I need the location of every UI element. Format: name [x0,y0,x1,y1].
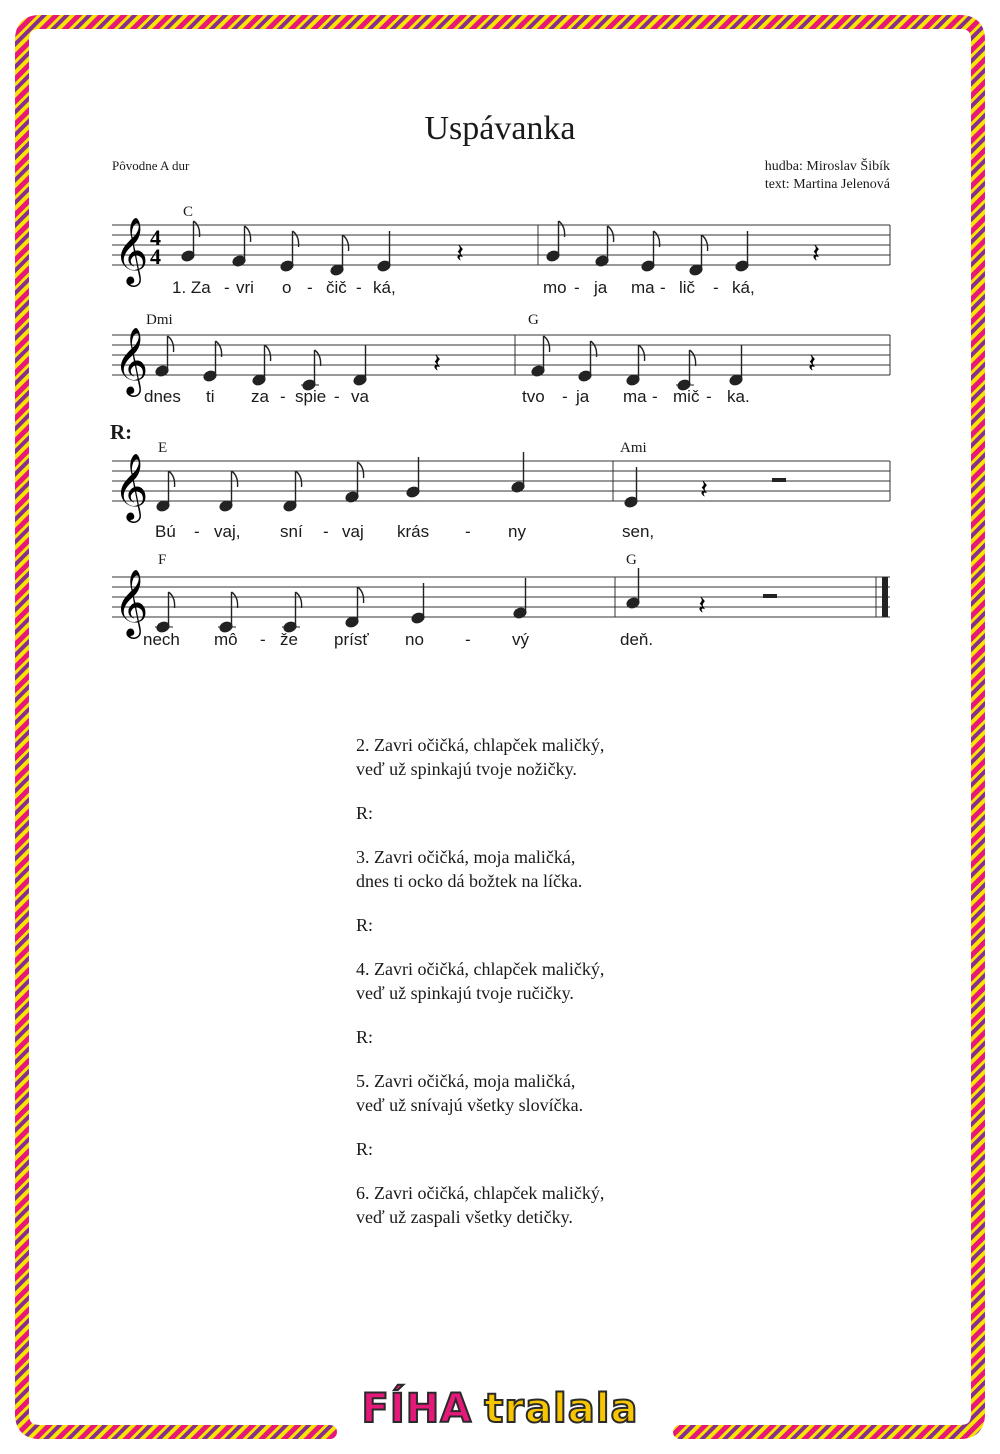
verses [356,733,604,1229]
lyric-syllable: tvo [522,387,545,406]
quarter-rest-icon: 𝄽 [812,239,820,269]
lyric-syllable: že [280,630,298,649]
lyric-syllable: ká, [732,278,755,297]
staff-system-3 [0,436,1000,546]
lyric-syllable: ti [206,387,215,406]
lyric-syllable: ka. [727,387,750,406]
staff-system-4 [0,552,1000,662]
lyric-syllable: - [260,630,266,649]
lyric-syllable: - [194,522,200,541]
lyric-syllable: za [251,387,269,406]
lyric-syllable: prísť [334,630,369,649]
treble-clef-icon: 𝄞 [114,568,149,636]
refrain-marker: R: [356,1027,374,1047]
verse-line: dnes ti ocko dá božtek na líčka. [356,871,583,891]
text-credit: text: Martina Jelenová [764,177,890,192]
chord-label: Dmi [146,312,173,328]
staff-system-2 [0,310,1000,420]
lyric-syllable: spie [295,387,327,406]
lyric-syllable: - [323,522,329,541]
lyric-syllable: - [706,387,712,406]
lyric-syllable: vaj [342,522,364,541]
lyric-syllable: - [465,522,471,541]
verse-line: 6. Zavri očičká, chlapček maličký, [356,1183,605,1203]
lyric-syllable: mô [214,630,238,649]
lyric-syllable: - [574,278,580,297]
verse-3 [356,845,604,893]
lyric-syllable: - [280,387,286,406]
chord-label: F [158,552,167,568]
lyric-syllable: ká, [373,278,396,297]
verse-line: veď už spinkajú tvoje nožičky. [356,759,577,779]
verse-line: 5. Zavri očičká, moja maličká, [356,1071,576,1091]
quarter-rest-icon: 𝄽 [700,475,708,505]
lyric-syllable: vý [512,630,529,649]
lyric-syllable: sen, [622,522,655,541]
lyric-syllable: - [660,278,666,297]
quarter-rest-icon: 𝄽 [698,591,706,621]
song-title: Uspávanka [424,110,576,147]
verse-line: veď už snívajú všetky slovíčka. [356,1095,584,1115]
original-key-note: Pôvodne A dur [112,158,190,173]
lyric-syllable: Bú [155,522,176,541]
verse-2 [356,733,604,781]
lyric-syllable: ja [594,278,608,297]
lyric-syllable: lič [679,278,696,297]
treble-clef-icon: 𝄞 [114,326,149,394]
treble-clef-icon: 𝄞 [114,452,149,520]
lyric-syllable: 1. Za [172,278,211,297]
lyric-syllable: o [282,278,292,297]
refrain-marker: R: [356,1139,374,1159]
lyric-syllable: - [652,387,658,406]
verse-5 [356,1069,604,1117]
lyric-syllable: dnes [144,387,181,406]
verse-4 [356,957,604,1005]
music-credit: hudba: Miroslav Šibík [764,159,890,174]
chord-label: C [183,204,194,220]
lyric-syllable: - [307,278,313,297]
lyric-syllable: vri [236,278,254,297]
staff-1 [0,200,1000,310]
chord-label: E [158,440,168,456]
quarter-rest-icon: 𝄽 [433,349,441,379]
time-sig-bottom: 4 [150,244,161,269]
time-sig-top: 4 [150,225,161,250]
verse-line: veď už zaspali všetky detičky. [356,1207,573,1227]
chord-label: G [528,312,539,328]
lyric-syllable: ma [631,278,655,297]
logo-word-fiha: FÍHA [361,1386,473,1432]
lyric-syllable: mo [543,278,567,297]
chord-label: Ami [620,440,647,456]
lyric-syllable: mič [673,387,700,406]
lyric-syllable: no [405,630,424,649]
credits [765,158,890,194]
refrain-marker: R: [110,420,133,444]
treble-clef-icon: 𝄞 [114,216,149,284]
lyric-syllable: ma [623,387,647,406]
half-rest-icon [772,478,786,482]
refrain-marker: R: [356,803,374,823]
logo-word-tralala: tralala [484,1386,639,1432]
lyric-syllable: - [713,278,719,297]
quarter-rest-icon: 𝄽 [808,349,816,379]
lyric-syllable: ja [576,387,590,406]
lyric-syllable: va [351,387,369,406]
lyric-syllable: čič [326,278,347,297]
verse-line: 3. Zavri očičká, moja maličká, [356,847,576,867]
verse-line: veď už spinkajú tvoje ručičky. [356,983,574,1003]
lyric-syllable: sní [280,522,303,541]
verse-line: 4. Zavri očičká, chlapček maličký, [356,959,605,979]
lyric-syllable: ny [508,522,526,541]
refrain-marker: R: [356,915,374,935]
lyric-syllable: - [465,630,471,649]
verse-6 [356,1181,604,1229]
final-barline [882,577,888,617]
lyric-syllable: - [356,278,362,297]
staff-system-1 [0,200,1000,310]
lyric-syllable: - [334,387,340,406]
verse-line: 2. Zavri očičká, chlapček maličký, [356,735,605,755]
lyric-syllable: - [562,387,568,406]
lyric-syllable: deň. [620,630,654,649]
half-rest-icon [763,594,777,598]
lyric-syllable: vaj, [214,522,241,541]
staff-3 [0,436,1000,546]
lyric-syllable: nech [143,630,180,649]
quarter-rest-icon: 𝄽 [456,239,464,269]
fiha-tralala-logo [0,1386,1000,1440]
chord-label: G [626,552,637,568]
lyric-syllable: - [224,278,230,297]
lyric-syllable: krás [397,522,430,541]
